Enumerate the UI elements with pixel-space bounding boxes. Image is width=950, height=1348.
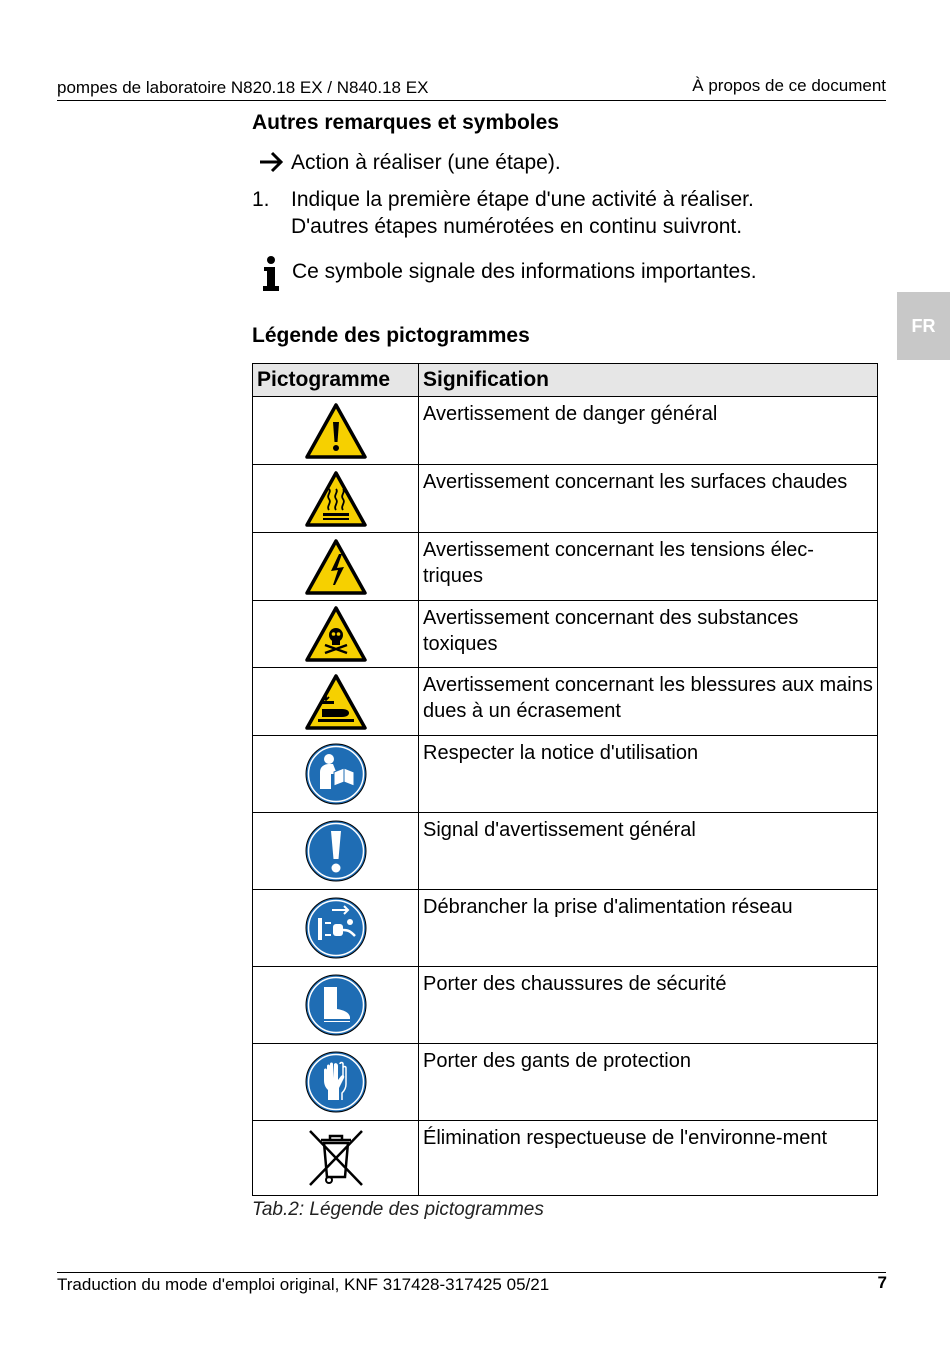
table-row [253, 736, 878, 813]
hand-crush-warning-icon [304, 673, 368, 731]
action-text: Action à réaliser (une étape). [291, 151, 561, 174]
page-number: 7 [877, 1273, 887, 1292]
table-row [253, 668, 878, 736]
column-header-meaning: Signification [419, 364, 878, 397]
row-text: Avertissement de danger général [419, 397, 878, 465]
toxic-substance-warning-icon [304, 605, 368, 663]
table-row [253, 533, 878, 601]
row-text: Avertissement concernant des substances toxiques [419, 601, 878, 668]
electrical-voltage-warning-icon [304, 538, 368, 596]
step-text-line2: D'autres étapes numérotées en continu suivront. [291, 215, 743, 238]
general-mandatory-icon [304, 819, 368, 883]
table-row [253, 967, 878, 1044]
language-tab-fr[interactable]: FR [897, 292, 950, 360]
table-row [253, 397, 878, 465]
table-row [253, 601, 878, 668]
section-title-legend: Légende des pictogrammes [252, 324, 530, 347]
action-arrow-icon [258, 148, 286, 176]
row-text: Porter des chaussures de sécurité [419, 967, 878, 1044]
table-row [253, 1044, 878, 1121]
table-caption: Tab.2: Légende des pictogrammes [252, 1199, 544, 1220]
table-row [253, 465, 878, 533]
table-row [253, 1121, 878, 1196]
safety-shoes-icon [304, 973, 368, 1037]
header-divider [57, 100, 886, 101]
row-text: Avertissement concernant les surfaces chaudes [419, 465, 878, 533]
column-header-pictogram: Pictogramme [253, 364, 419, 397]
footer-divider [57, 1272, 886, 1273]
row-text: Élimination respectueuse de l'environne-ment [419, 1121, 878, 1196]
step-text-line1: Indique la première étape d'une activité à réaliser. [291, 188, 754, 211]
table-row [253, 813, 878, 890]
read-manual-icon [304, 742, 368, 806]
protective-gloves-icon [304, 1050, 368, 1114]
row-text: Porter des gants de protection [419, 1044, 878, 1121]
row-text: Avertissement concernant les tensions élec-triques [419, 533, 878, 601]
table-header-row [253, 364, 878, 397]
row-text: Signal d'avertissement général [419, 813, 878, 890]
row-text: Respecter la notice d'utilisation [419, 736, 878, 813]
footer-text: Traduction du mode d'emploi original, KNF 317428-317425 05/21 [57, 1275, 550, 1294]
info-text: Ce symbole signale des informations importantes. [292, 260, 757, 283]
row-text: Avertissement concernant les blessures aux mains dues à un écrasement [419, 668, 878, 736]
unplug-mains-icon [304, 896, 368, 960]
section-title-remarks: Autres remarques et symboles [252, 111, 559, 134]
hot-surface-warning-icon [304, 470, 368, 528]
pictogram-legend-table [252, 363, 878, 1196]
info-icon [262, 256, 280, 292]
table-row [253, 890, 878, 967]
crossed-out-bin-icon [304, 1127, 368, 1189]
general-danger-warning-icon [304, 402, 368, 460]
row-text: Débrancher la prise d'alimentation réseau [419, 890, 878, 967]
step-number: 1. [252, 188, 270, 211]
header-document-title: pompes de laboratoire N820.18 EX / N840.18 EX [57, 78, 429, 97]
header-section-title: À propos de ce document [692, 76, 886, 95]
